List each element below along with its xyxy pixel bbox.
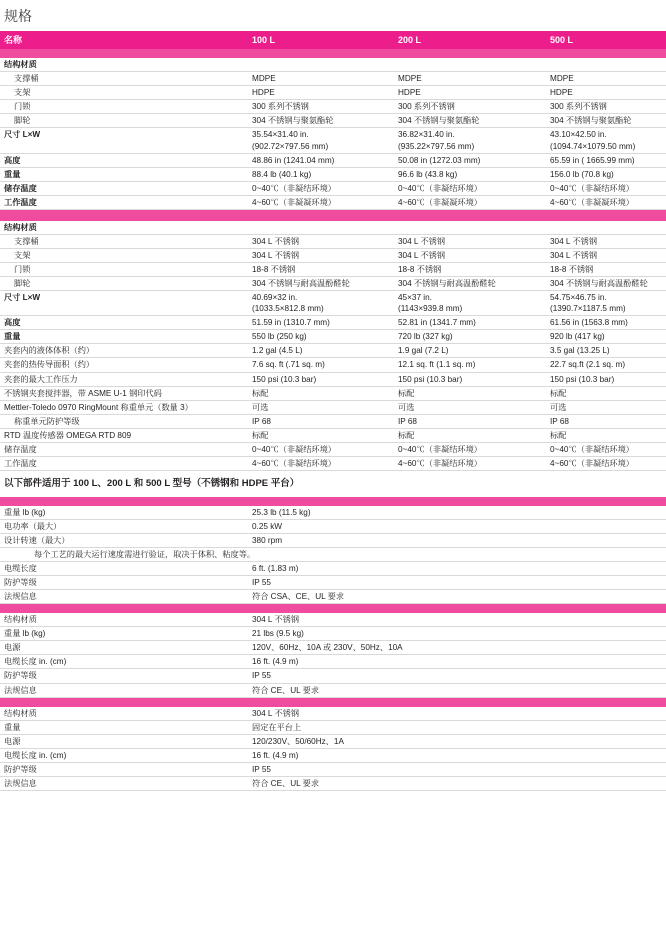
row-value: 符合 CSA、CE、UL 要求 xyxy=(248,590,666,604)
row-label: 高度 xyxy=(0,316,248,330)
table-row xyxy=(0,533,666,547)
row-value: 304 L 不锈钢 xyxy=(248,248,394,262)
table-row xyxy=(0,683,666,697)
row-value: 0~40℃（非凝结环境） xyxy=(546,181,666,195)
row-label: 尺寸 L×W xyxy=(0,128,248,153)
table-row xyxy=(0,442,666,456)
row-label: 工作温度 xyxy=(0,456,248,470)
row-value xyxy=(248,58,394,72)
table-row xyxy=(0,627,666,641)
table-row xyxy=(0,506,666,520)
table-row xyxy=(0,386,666,400)
row-value: 4~60℃（非凝结环境） xyxy=(546,456,666,470)
row-value: 120/230V、50/60Hz、1A xyxy=(248,734,666,748)
row-value: 可选 xyxy=(394,400,546,414)
row-label: 电缆长度 in. (cm) xyxy=(0,655,248,669)
row-label: 门锁 xyxy=(0,263,248,277)
row-label: 结构材质 xyxy=(0,613,248,627)
pink-divider xyxy=(0,49,666,58)
row-value: 920 lb (417 kg) xyxy=(546,330,666,344)
row-value: 可选 xyxy=(248,400,394,414)
table-row xyxy=(0,330,666,344)
spec-table-main xyxy=(0,31,666,791)
row-value: 0~40℃（非凝结环境） xyxy=(394,181,546,195)
row-value: 52.81 in (1341.7 mm) xyxy=(394,316,546,330)
row-label: 支架 xyxy=(0,86,248,100)
row-label: 法规信息 xyxy=(0,776,248,790)
row-label: 夹套的最大工作压力 xyxy=(0,372,248,386)
table-row xyxy=(0,655,666,669)
table-row xyxy=(0,519,666,533)
row-label: 门锁 xyxy=(0,100,248,114)
row-label: 电功率（最大） xyxy=(0,519,248,533)
table-row xyxy=(0,456,666,470)
pink-divider xyxy=(0,604,666,614)
row-value: 4~60℃（非凝结环境） xyxy=(394,456,546,470)
table-row xyxy=(0,153,666,167)
row-value: 304 L 不锈钢 xyxy=(394,234,546,248)
row-value: 150 psi (10.3 bar) xyxy=(394,372,546,386)
table-row xyxy=(0,263,666,277)
row-value: 304 不锈钢与耐高温酚醛轮 xyxy=(546,277,666,291)
row-value: 6 ft. (1.83 m) xyxy=(248,562,666,576)
row-value: 12.1 sq. ft (1.1 sq. m) xyxy=(394,358,546,372)
row-value: 25.3 lb (11.5 kg) xyxy=(248,506,666,520)
row-label: 脚轮 xyxy=(0,114,248,128)
row-label: 称重单元防护等级 xyxy=(0,414,248,428)
row-value: HDPE xyxy=(394,86,546,100)
row-label: 支架 xyxy=(0,248,248,262)
row-value: 16 ft. (4.9 m) xyxy=(248,655,666,669)
row-value: 标配 xyxy=(546,386,666,400)
row-value: 61.56 in (1563.8 mm) xyxy=(546,316,666,330)
row-value: HDPE xyxy=(248,86,394,100)
table-row xyxy=(0,428,666,442)
row-value: 18-8 不锈钢 xyxy=(394,263,546,277)
row-value: 4~60℃（非凝凝环境） xyxy=(248,195,394,209)
row-value: 304 不锈钢与聚氨酯轮 xyxy=(546,114,666,128)
row-label: 法规信息 xyxy=(0,683,248,697)
row-value xyxy=(248,221,394,235)
table-row xyxy=(0,372,666,386)
row-value: IP 68 xyxy=(546,414,666,428)
row-value: 0~40℃（非凝结环境） xyxy=(248,181,394,195)
row-value: 16 ft. (4.9 m) xyxy=(248,748,666,762)
row-value: 标配 xyxy=(248,386,394,400)
row-value: 304 不锈钢与聚氨酯轮 xyxy=(394,114,546,128)
row-label: 夹套内的液体体积（约） xyxy=(0,344,248,358)
row-value: 0~40℃（非凝结环境） xyxy=(248,442,394,456)
row-label: 防护等级 xyxy=(0,576,248,590)
row-value: 150 psi (10.3 bar) xyxy=(546,372,666,386)
row-value: 1.2 gal (4.5 L) xyxy=(248,344,394,358)
row-value xyxy=(394,58,546,72)
row-value: 0~40℃（非凝结环境） xyxy=(546,442,666,456)
row-value: 符合 CE、UL 要求 xyxy=(248,683,666,697)
column-header: 100 L xyxy=(248,31,394,49)
row-value: IP 68 xyxy=(248,414,394,428)
row-label: 重量 lb (kg) xyxy=(0,627,248,641)
table-row xyxy=(0,762,666,776)
table-row xyxy=(0,707,666,721)
row-value: 304 L 不锈钢 xyxy=(248,234,394,248)
row-value: 4~60℃（非凝结环境） xyxy=(248,456,394,470)
row-value: 0~40℃（非凝结环境） xyxy=(394,442,546,456)
row-value: 120V、60Hz、10A 或 230V、50Hz、10A xyxy=(248,641,666,655)
table-row xyxy=(0,195,666,209)
row-value: 720 lb (327 kg) xyxy=(394,330,546,344)
row-value: 4~60℃（非凝凝环境） xyxy=(394,195,546,209)
row-label: 工作温度 xyxy=(0,195,248,209)
row-value: 304 不锈钢与耐高温酚醛轮 xyxy=(248,277,394,291)
pink-divider xyxy=(0,697,666,707)
row-value: MDPE xyxy=(394,72,546,86)
row-value: 304 L 不锈钢 xyxy=(546,248,666,262)
row-label: 电缆长度 in. (cm) xyxy=(0,748,248,762)
row-value: 380 rpm xyxy=(248,533,666,547)
row-value: MDPE xyxy=(248,72,394,86)
table-row xyxy=(0,100,666,114)
page-title: 规格 xyxy=(4,8,32,24)
row-value: IP 55 xyxy=(248,576,666,590)
row-label: 重量 xyxy=(0,330,248,344)
row-label: 重量 xyxy=(0,720,248,734)
row-value: MDPE xyxy=(546,72,666,86)
table-row xyxy=(0,72,666,86)
row-label: 不锈钢夹套搅拌器，带 ASME U-1 钢印代码 xyxy=(0,386,248,400)
row-value: 符合 CE、UL 要求 xyxy=(248,776,666,790)
table-row xyxy=(0,641,666,655)
table-row xyxy=(0,181,666,195)
table-row xyxy=(0,291,666,316)
row-value: 标配 xyxy=(394,428,546,442)
row-value: 300 系列不锈钢 xyxy=(394,100,546,114)
column-header: 名称 xyxy=(0,31,248,49)
row-label: 尺寸 L×W xyxy=(0,291,248,316)
table-row xyxy=(0,734,666,748)
row-label: 支撑桶 xyxy=(0,72,248,86)
row-value: 18-8 不锈钢 xyxy=(248,263,394,277)
row-label: 法规信息 xyxy=(0,590,248,604)
table-row xyxy=(0,748,666,762)
table-row xyxy=(0,316,666,330)
table-row xyxy=(0,221,666,235)
row-label: 结构材质 xyxy=(0,707,248,721)
row-value: 40.69×32 in. (1033.5×812.8 mm) xyxy=(248,291,394,316)
table-row xyxy=(0,114,666,128)
row-value xyxy=(394,221,546,235)
row-value xyxy=(546,58,666,72)
row-label: 电源 xyxy=(0,641,248,655)
row-value: 50.08 in (1272.03 mm) xyxy=(394,153,546,167)
table-row xyxy=(0,86,666,100)
section-title-row xyxy=(0,470,666,496)
row-label: RTD 温度传感器 OMEGA RTD 809 xyxy=(0,428,248,442)
table-row xyxy=(0,776,666,790)
table-row xyxy=(0,277,666,291)
row-value: 156.0 lb (70.8 kg) xyxy=(546,167,666,181)
row-label: Mettler-Toledo 0970 RingMount 称重单元（数量 3） xyxy=(0,400,248,414)
pink-divider xyxy=(0,497,666,506)
row-value: 304 L 不锈钢 xyxy=(394,248,546,262)
table-row xyxy=(0,248,666,262)
table-row xyxy=(0,576,666,590)
row-value: 4~60℃（非凝凝环境） xyxy=(546,195,666,209)
row-value: 550 lb (250 kg) xyxy=(248,330,394,344)
row-label: 储存温度 xyxy=(0,442,248,456)
table-row xyxy=(0,234,666,248)
table-row xyxy=(0,669,666,683)
row-value: 1.9 gal (7.2 L) xyxy=(394,344,546,358)
row-value: 304 L 不锈钢 xyxy=(546,234,666,248)
pink-divider xyxy=(0,209,666,221)
row-value: 54.75×46.75 in. (1390.7×1187.5 mm) xyxy=(546,291,666,316)
row-value: 65.59 in ( 1665.99 mm) xyxy=(546,153,666,167)
row-value: 可选 xyxy=(546,400,666,414)
row-value: 22.7 sq.ft (2.1 sq. m) xyxy=(546,358,666,372)
row-value: 35.54×31.40 in. (902.72×797.56 mm) xyxy=(248,128,394,153)
row-value: HDPE xyxy=(546,86,666,100)
row-label: 结构材质 xyxy=(0,58,248,72)
column-header: 200 L xyxy=(394,31,546,49)
table-row xyxy=(0,562,666,576)
row-label: 电源 xyxy=(0,734,248,748)
row-label: 防护等级 xyxy=(0,669,248,683)
row-value xyxy=(546,221,666,235)
row-value: 7.6 sq. ft (.71 sq. m) xyxy=(248,358,394,372)
row-value: 0.25 kW xyxy=(248,519,666,533)
row-label: 支撑桶 xyxy=(0,234,248,248)
row-label: 设计转速（最大） xyxy=(0,533,248,547)
table-row xyxy=(0,344,666,358)
table-header-row xyxy=(0,31,666,49)
table-row xyxy=(0,613,666,627)
row-value: 88.4 lb (40.1 kg) xyxy=(248,167,394,181)
row-value: 304 L 不锈钢 xyxy=(248,613,666,627)
section-title: 以下部件适用于 100 L、200 L 和 500 L 型号（不锈钢和 HDPE 平台） xyxy=(0,470,666,496)
row-value: IP 68 xyxy=(394,414,546,428)
row-label: 结构材质 xyxy=(0,221,248,235)
table-row xyxy=(0,128,666,153)
row-value: 300 系列不锈钢 xyxy=(248,100,394,114)
row-value: 304 不锈钢与耐高温酚醛轮 xyxy=(394,277,546,291)
table-row xyxy=(0,58,666,72)
row-label: 夹套的热传导面积（约） xyxy=(0,358,248,372)
row-value: 标配 xyxy=(546,428,666,442)
row-value: 3.5 gal (13.25 L) xyxy=(546,344,666,358)
section-note-row xyxy=(0,547,666,561)
section-note: 每个工艺的最大运行速度需进行验证，取决于体积、粘度等。 xyxy=(34,549,256,559)
table-row xyxy=(0,167,666,181)
table-row xyxy=(0,400,666,414)
row-value: 45×37 in. (1143×939.8 mm) xyxy=(394,291,546,316)
row-value: 96.6 lb (43.8 kg) xyxy=(394,167,546,181)
table-row xyxy=(0,414,666,428)
row-value: 304 不锈钢与聚氨酯轮 xyxy=(248,114,394,128)
row-value: 36.82×31.40 in. (935.22×797.56 mm) xyxy=(394,128,546,153)
row-label: 防护等级 xyxy=(0,762,248,776)
table-row xyxy=(0,358,666,372)
row-label: 重量 xyxy=(0,167,248,181)
row-value: 固定在平台上 xyxy=(248,720,666,734)
row-value: 43.10×42.50 in. (1094.74×1079.50 mm) xyxy=(546,128,666,153)
row-value: 48.86 in (1241.04 mm) xyxy=(248,153,394,167)
column-header: 500 L xyxy=(546,31,666,49)
row-value: 51.59 in (1310.7 mm) xyxy=(248,316,394,330)
row-value: IP 55 xyxy=(248,762,666,776)
row-label: 重量 lb (kg) xyxy=(0,506,248,520)
row-value: 标配 xyxy=(248,428,394,442)
row-value: 标配 xyxy=(394,386,546,400)
table-row xyxy=(0,720,666,734)
table-row xyxy=(0,590,666,604)
row-value: IP 55 xyxy=(248,669,666,683)
row-value: 150 psi (10.3 bar) xyxy=(248,372,394,386)
row-value: 300 系列不锈钢 xyxy=(546,100,666,114)
row-value: 304 L 不锈钢 xyxy=(248,707,666,721)
row-value: 21 lbs (9.5 kg) xyxy=(248,627,666,641)
row-label: 电缆长度 xyxy=(0,562,248,576)
row-label: 高度 xyxy=(0,153,248,167)
row-value: 18-8 不锈钢 xyxy=(546,263,666,277)
row-label: 储存温度 xyxy=(0,181,248,195)
row-label: 脚轮 xyxy=(0,277,248,291)
